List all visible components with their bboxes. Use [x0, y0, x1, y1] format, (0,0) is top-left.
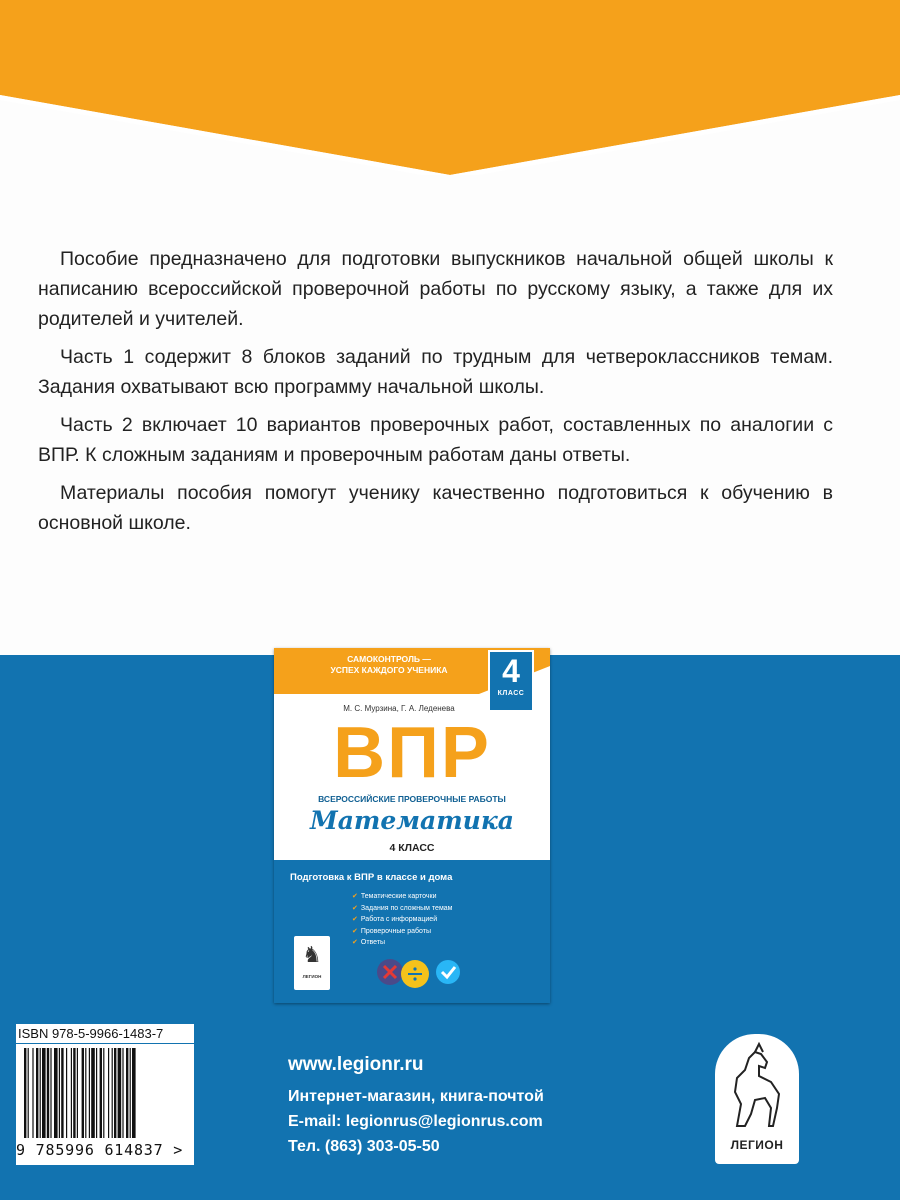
- cover-logo-label: ЛЕГИОН: [302, 974, 322, 979]
- cover-blue-section: [274, 860, 550, 1003]
- cover-slogan-line-1: САМОКОНТРОЛЬ —: [347, 654, 431, 664]
- cover-feature-list: [352, 891, 452, 949]
- book-cover-thumbnail: [274, 648, 550, 1003]
- description-paragraph-3: Часть 2 включает 10 вариантов проверочных работ, составленных по аналогии с ВПР. К сложным заданиям и проверочным работам даны ответы.: [38, 414, 833, 466]
- shop-line: Интернет-магазин, книга-почтой: [288, 1088, 544, 1105]
- email-line[interactable]: E-mail: legionrus@legionrus.com: [288, 1113, 543, 1130]
- check-icon: ✔: [352, 916, 358, 923]
- cover-subject: Математика: [310, 806, 514, 835]
- cover-slogan-line-2: УСПЕХ КАЖДОГО УЧЕНИКА: [330, 665, 448, 675]
- barcode-digits: 9 785996 614837 >: [16, 1141, 184, 1159]
- description-paragraph-4: Материалы пособия помогут ученику качественно подготовиться к обучению в основной школе.: [38, 482, 833, 534]
- feature-label: Задания по сложным темам: [360, 904, 453, 912]
- feature-label: Тематические карточки: [360, 893, 437, 900]
- cover-class-line: 4 КЛАСС: [389, 842, 435, 854]
- list-item: [352, 926, 452, 938]
- legion-logo-name: ЛЕГИОН: [730, 1138, 784, 1152]
- horse-logo-icon: [715, 1034, 799, 1138]
- check-icon: ✔: [352, 927, 358, 935]
- cover-grade-number: 4: [502, 653, 520, 689]
- phone-line: Тел. (863) 303-05-50: [288, 1138, 440, 1155]
- barcode-bars: [16, 1044, 194, 1140]
- top-orange-band: [0, 0, 900, 175]
- description-paragraph-1: Пособие предназначено для подготовки выпускников начальной общей школы к написанию всероссийской проверочной работы по русскому языку, а также для их родителей и учителей.: [38, 248, 833, 330]
- list-item: [352, 891, 452, 903]
- cover-grade-label: КЛАСС: [497, 690, 525, 697]
- cover-subtitle: ВСЕРОССИЙСКИЕ ПРОВЕРОЧНЫЕ РАБОТЫ: [318, 794, 506, 804]
- cover-authors: М. С. Мурзина, Г. А. Леденева: [343, 704, 455, 713]
- list-item: [352, 937, 452, 949]
- publisher-contacts: [288, 1052, 544, 1159]
- check-icon: ✔: [352, 939, 358, 946]
- cover-slogan: [304, 654, 474, 676]
- description-paragraph-2: Часть 1 содержит 8 блоков заданий по трудным для четвероклассников темам. Задания охватывают всю программу начальной школы.: [38, 346, 833, 398]
- cover-prep-line: Подготовка к ВПР в классе и дома: [290, 872, 453, 883]
- horse-icon: ♞: [302, 942, 322, 967]
- barcode: [16, 1044, 194, 1165]
- math-symbols-icon: [370, 948, 480, 992]
- feature-label: Ответы: [360, 939, 386, 946]
- website-link[interactable]: www.legionr.ru: [288, 1054, 424, 1075]
- description-text: [38, 244, 833, 546]
- list-item: [352, 914, 452, 926]
- feature-label: Проверочные работы: [360, 927, 432, 935]
- check-icon: ✔: [352, 893, 358, 900]
- cover-grade-badge: [488, 650, 534, 712]
- list-item: [352, 903, 452, 915]
- legion-logo: [715, 1034, 799, 1164]
- cover-title: ВПР: [333, 713, 491, 793]
- feature-label: Работа с информацией: [360, 916, 438, 923]
- cover-publisher-logo: [294, 936, 330, 990]
- trademark-label: TM: [782, 1058, 795, 1068]
- check-icon: ✔: [352, 904, 358, 912]
- isbn-number: ISBN 978-5-9966-1483-7: [16, 1024, 194, 1043]
